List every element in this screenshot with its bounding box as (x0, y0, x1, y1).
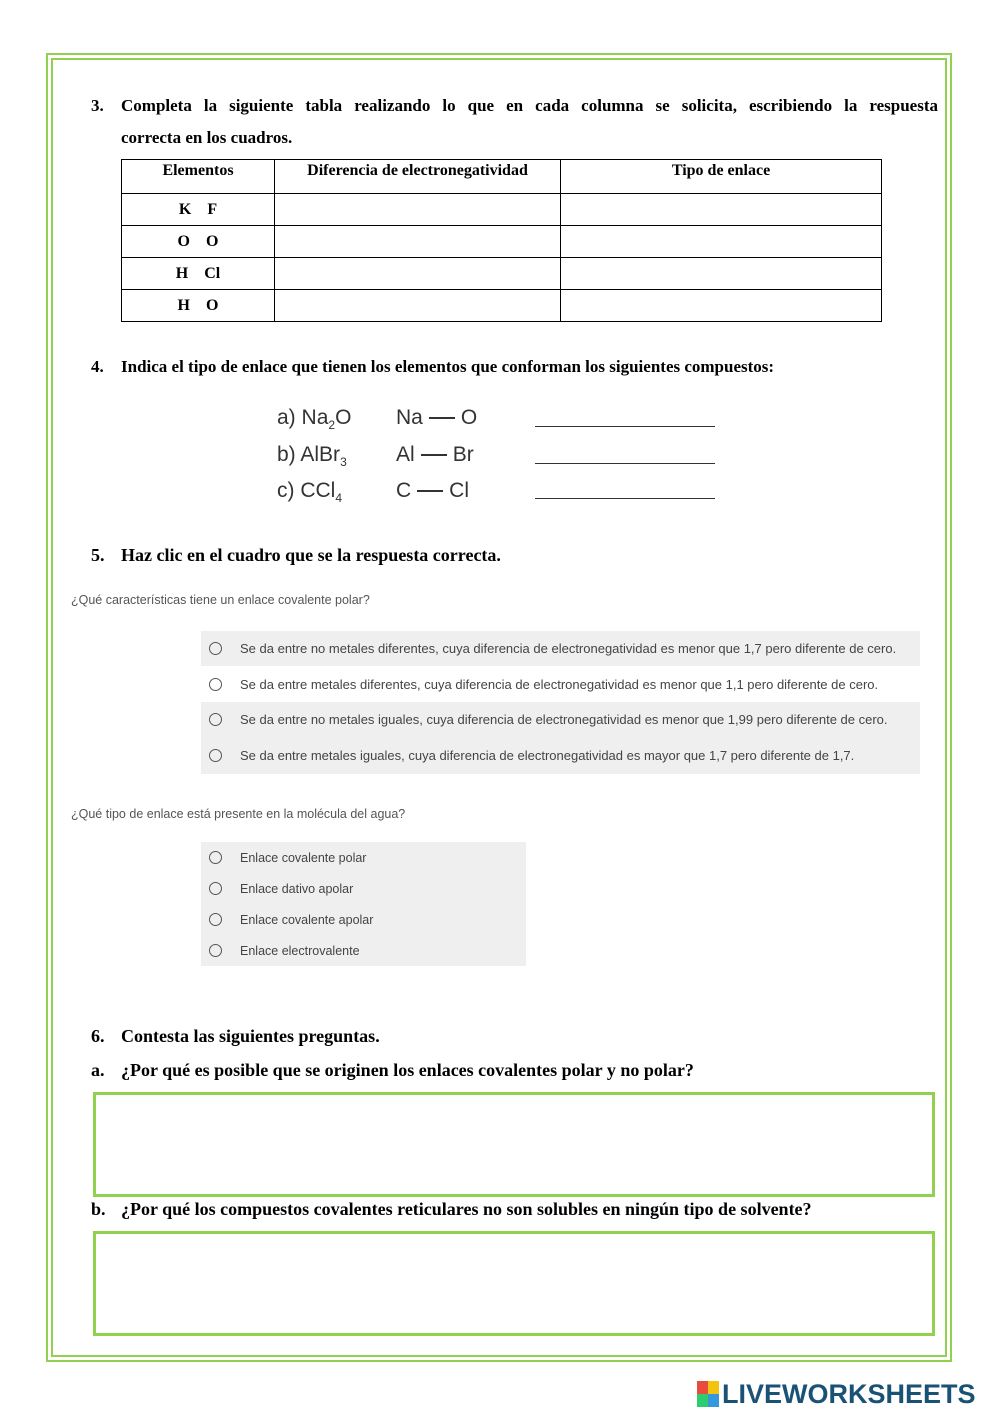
cell-elements: H Cl (122, 258, 275, 290)
cell-bond-type-input[interactable] (561, 194, 882, 226)
quiz-option-label: Enlace covalente apolar (240, 912, 374, 927)
table-row (122, 290, 882, 322)
compound-subscript: 3 (340, 455, 347, 470)
q6b-label: b. (91, 1199, 106, 1219)
bond-atom-1: Na (396, 406, 423, 429)
cell-bond-type-input[interactable] (561, 226, 882, 258)
q4-instruction: Indica el tipo de enlace que tienen los elementos que conforman los siguientes compuestos: (121, 357, 775, 376)
q5-number: 5. (91, 545, 105, 565)
bond-atom-2: Cl (449, 479, 470, 502)
quiz-option[interactable] (201, 737, 920, 774)
quiz-question-2: ¿Qué tipo de enlace está presente en la molécula del agua? (71, 807, 406, 821)
quiz-option[interactable] (201, 702, 920, 737)
cell-elements: H O (122, 290, 275, 322)
quiz-option-label: Se da entre no metales diferentes, cuya diferencia de electronegatividad es menor que 1,7 pero diferente de cero. (240, 641, 897, 656)
compound-label: a) (277, 406, 296, 429)
header-difference: Diferencia de electronegatividad (275, 160, 561, 194)
compound-a-answer-line[interactable] (535, 426, 715, 427)
q6a-label: a. (91, 1060, 105, 1080)
compound-b-answer-line[interactable] (535, 463, 715, 464)
header-bond-type: Tipo de enlace (561, 160, 882, 194)
cell-difference-input[interactable] (275, 226, 561, 258)
q6-instruction: Contesta las siguientes preguntas. (121, 1026, 380, 1046)
liveworksheets-logo-text: LIVEWORKSHEETS (722, 1378, 976, 1409)
quiz-option-label: Se da entre no metales iguales, cuya diferencia de electronegatividad es menor que 1,99 pero diferente de cero. (240, 712, 888, 727)
quiz-question-1: ¿Qué características tiene un enlace covalente polar? (71, 593, 370, 607)
compound-subscript: 4 (335, 491, 343, 506)
quiz-option[interactable] (201, 904, 526, 935)
radio-icon[interactable] (209, 713, 222, 726)
table-header-row (122, 160, 882, 194)
table-row (122, 258, 882, 290)
compound-label: b) (277, 443, 296, 466)
radio-icon[interactable] (209, 882, 222, 895)
q6-number: 6. (91, 1026, 105, 1046)
radio-icon[interactable] (209, 678, 222, 691)
bond-atom-1: Al (396, 443, 415, 466)
cell-difference-input[interactable] (275, 290, 561, 322)
quiz-option-label: Enlace electrovalente (240, 943, 360, 958)
radio-icon[interactable] (209, 749, 222, 762)
quiz-option[interactable] (201, 666, 920, 702)
q6b-answer-box[interactable] (93, 1231, 935, 1336)
cell-elements: O O (122, 226, 275, 258)
table-row (122, 226, 882, 258)
header-elements: Elementos (122, 160, 275, 194)
quiz-option-label: Se da entre metales diferentes, cuya diferencia de electronegatividad es menor que 1,1 pero diferente de cero. (240, 676, 879, 692)
quiz-option-label: Enlace dativo apolar (240, 881, 354, 896)
radio-icon[interactable] (209, 913, 222, 926)
liveworksheets-logo-icon (697, 1381, 719, 1407)
q6a-question: ¿Por qué es posible que se originen los enlaces covalentes polar y no polar? (121, 1060, 694, 1080)
bond-atom-1: C (396, 479, 412, 502)
q3-instruction-line1: Completa la siguiente tabla realizando lo que en cada columna se solicita, escribiendo la respuesta (121, 96, 938, 115)
radio-icon[interactable] (209, 642, 222, 655)
liveworksheets-logo (697, 1378, 976, 1410)
q3-number: 3. (91, 96, 104, 115)
q6a-answer-box[interactable] (93, 1092, 935, 1197)
compound-a-formula (277, 406, 351, 432)
q4-number: 4. (91, 357, 104, 376)
electronegativity-table (121, 159, 882, 322)
quiz-option[interactable] (201, 935, 526, 966)
cell-bond-type-input[interactable] (561, 258, 882, 290)
compound-c-bond (396, 479, 469, 503)
compound-formula-tail: O (335, 406, 352, 429)
compound-label: c) (277, 479, 295, 502)
compound-b-bond (396, 443, 474, 467)
cell-elements: K F (122, 194, 275, 226)
compound-c-formula (277, 479, 342, 505)
quiz-option-label: Enlace covalente polar (240, 850, 367, 865)
quiz-options-2 (201, 842, 526, 966)
bond-atom-2: Br (452, 443, 474, 466)
cell-difference-input[interactable] (275, 258, 561, 290)
quiz-option[interactable] (201, 631, 920, 666)
q5-instruction: Haz clic en el cuadro que se la respuesta correcta. (121, 545, 501, 565)
table-row (122, 194, 882, 226)
q3-instruction-line2: correcta en los cuadros. (121, 128, 293, 147)
quiz-option[interactable] (201, 873, 526, 904)
cell-difference-input[interactable] (275, 194, 561, 226)
compound-b-formula (277, 443, 347, 469)
compound-formula: CCl (300, 479, 336, 502)
compound-formula: AlBr (300, 443, 341, 466)
q6b-question: ¿Por qué los compuestos covalentes reticulares no son solubles en ningún tipo de solvente? (121, 1199, 812, 1219)
quiz-options-1 (201, 631, 920, 774)
radio-icon[interactable] (209, 851, 222, 864)
compound-a-bond (396, 406, 477, 430)
quiz-option-label: Se da entre metales iguales, cuya diferencia de electronegatividad es mayor que 1,7 pero diferente de 1,7. (240, 748, 855, 763)
compound-c-answer-line[interactable] (535, 498, 715, 499)
compound-subscript: 2 (328, 418, 336, 433)
bond-atom-2: O (460, 406, 478, 429)
compound-formula: Na (301, 406, 329, 429)
radio-icon[interactable] (209, 944, 222, 957)
cell-bond-type-input[interactable] (561, 290, 882, 322)
quiz-option[interactable] (201, 842, 526, 873)
